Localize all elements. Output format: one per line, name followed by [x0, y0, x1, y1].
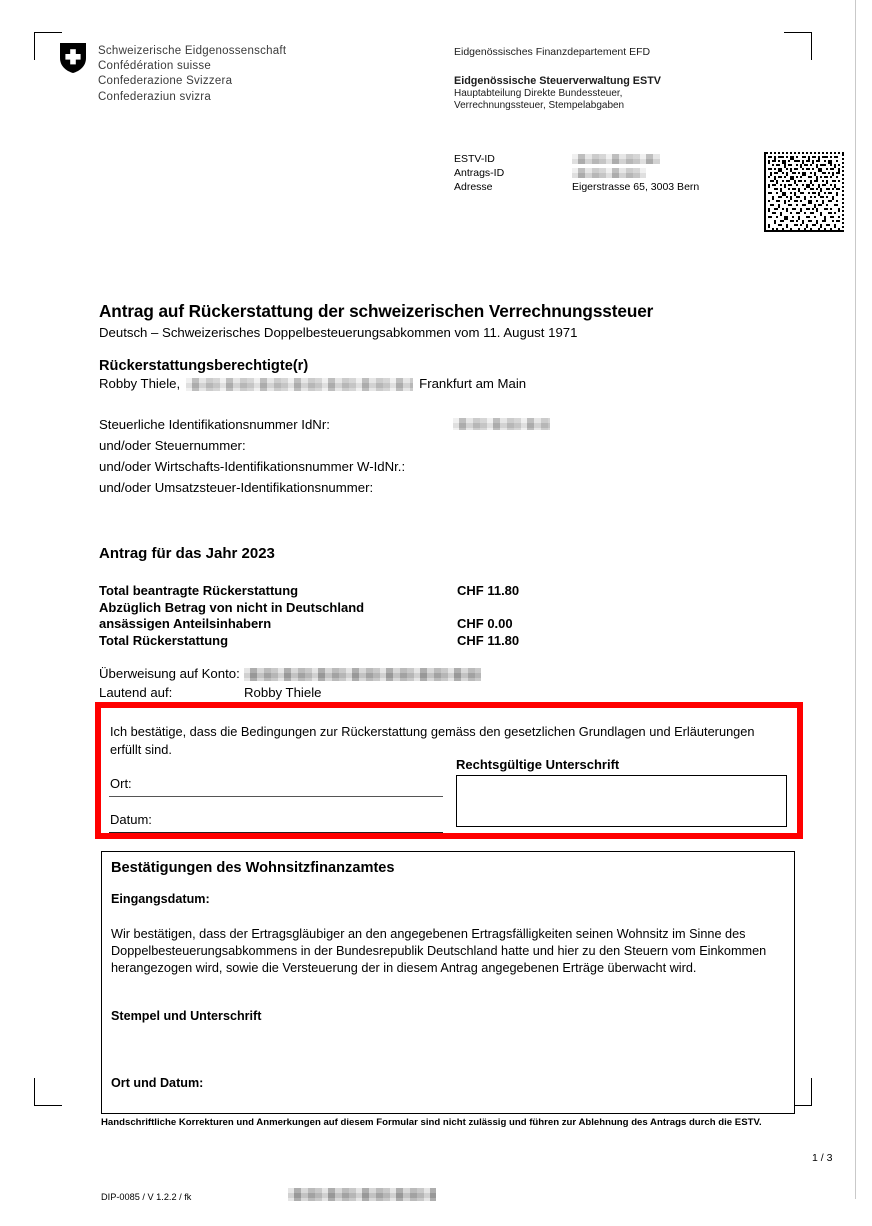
footer-redacted-block — [288, 1188, 436, 1201]
swiss-coat-of-arms-icon — [60, 43, 86, 73]
tax-office-confirmation-box — [101, 851, 795, 1114]
amount-row-deduction-line2 — [99, 616, 513, 633]
antrags-id-value-redacted — [572, 168, 646, 178]
form-version-id: DIP-0085 / V 1.2.2 / fk — [101, 1192, 192, 1202]
account-row-holder — [99, 683, 481, 702]
estv-id-value-redacted — [572, 154, 660, 164]
declaration-datum-input[interactable] — [109, 832, 443, 833]
account-holder-label: Lautend auf: — [99, 685, 173, 700]
document-subtitle: Deutsch – Schweizerisches Doppelbesteuerungsabkommen vom 11. August 1971 — [99, 325, 578, 340]
meta-row-antrags-id — [454, 166, 699, 180]
account-holder-value: Robby Thiele — [244, 685, 322, 700]
confirmation-body-text: Wir bestätigen, dass der Ertragsgläubiger an den angegebenen Ertragsfälligkeiten seinen Wohnsitz im Sinne des Doppelbesteuerungsabkommens in der Bundesrepublik Deutschland hatte und hier zu den Steuern vom Einkommen herangezogen wird, sowie die Versteuerung der in diesem Antrag angegebenen Erträge überwacht wird. — [111, 927, 767, 975]
office-name: Eidgenössische Steuerverwaltung ESTV — [454, 75, 662, 87]
confirmation-stempel-label: Stempel und Unterschrift — [111, 1009, 262, 1023]
amount-label-deduction-line1: Abzüglich Betrag von nicht in Deutschland — [99, 599, 365, 615]
tax-number-label-ustidnr: und/oder Umsatzsteuer-Identifikationsnummer: — [99, 480, 374, 495]
department-header — [454, 46, 661, 112]
amount-value-total-requested: CHF 11.80 — [457, 583, 520, 598]
account-row-transfer — [99, 664, 481, 683]
tax-number-row-widnr — [99, 456, 405, 477]
footer-warning-note: Handschriftliche Korrekturen und Anmerkungen auf diesem Formular sind nicht zulässig und führen zur Ablehnung des Antrags durch die ESTV. — [101, 1117, 762, 1128]
confederation-wordmark — [98, 44, 286, 105]
amount-label-deduction-line2: ansässigen Anteilsinhabern — [99, 616, 272, 632]
meta-row-estv-id — [454, 152, 699, 166]
confirmation-eingangsdatum-label: Eingangsdatum: — [111, 892, 210, 906]
confirmation-heading: Bestätigungen des Wohnsitzfinanzamtes — [111, 860, 395, 876]
declaration-datum-label: Datum: — [110, 812, 152, 827]
account-number-redacted — [244, 668, 481, 681]
tax-number-label-idnr: Steuerliche Identifikationsnummer IdNr: — [99, 417, 330, 432]
confirmation-ort-datum-label: Ort und Datum: — [111, 1076, 204, 1090]
account-block — [99, 664, 481, 702]
amount-value-total-refund: CHF 11.80 — [457, 632, 520, 648]
amount-row-total-requested — [99, 583, 520, 600]
amount-label-total-requested: Total beantragte Rückerstattung — [99, 583, 299, 598]
page-number: 1 / 3 — [812, 1152, 833, 1164]
claimant-line — [99, 375, 526, 392]
account-transfer-label: Überweisung auf Konto: — [99, 666, 240, 681]
amount-row-total-refund — [99, 632, 520, 650]
confed-line-fr: Confédération suisse — [98, 60, 212, 73]
tax-number-row-idnr — [99, 414, 405, 435]
claimant-city: Frankfurt am Main — [419, 376, 527, 391]
adresse-label: Adresse — [454, 181, 493, 193]
tax-number-label-widnr: und/oder Wirtschafts-Identifikationsnummer W-IdNr.: — [99, 459, 406, 474]
datamatrix-code — [764, 152, 844, 232]
claimant-address-redacted — [186, 378, 413, 391]
signature-field[interactable] — [456, 775, 787, 827]
meta-id-block — [454, 152, 699, 194]
confed-line-rm: Confederaziun svizra — [98, 90, 212, 103]
claimant-heading: Rückerstattungsberechtigte(r) — [99, 358, 309, 374]
claim-amounts-table — [99, 583, 520, 649]
declaration-highlight-box — [95, 702, 803, 839]
confed-line-de: Schweizerische Eidgenossenschaft — [98, 45, 287, 57]
department-name: Eidgenössisches Finanzdepartement EFD — [454, 46, 651, 58]
declaration-ort-input[interactable] — [109, 796, 443, 797]
declaration-ort-label: Ort: — [110, 776, 132, 791]
tax-number-row-steuernummer — [99, 435, 405, 456]
amount-row-deduction-line1 — [99, 600, 364, 617]
adresse-value: Eigerstrasse 65, 3003 Bern — [572, 181, 700, 193]
office-subline-1: Hauptabteilung Direkte Bundessteuer, — [454, 88, 623, 99]
declaration-text: Ich bestätige, dass die Bedingungen zur Rückerstattung gemäss den gesetzlichen Grundlagen und Erläuterungen erfüllt sind. — [110, 724, 755, 757]
office-subline-2: Verrechnungssteuer, Stempelabgaben — [454, 100, 625, 111]
amount-value-deduction-line2: CHF 0.00 — [457, 616, 513, 632]
tax-number-value-idnr-redacted — [453, 418, 550, 430]
tax-number-list — [99, 414, 405, 498]
claim-year-heading: Antrag für das Jahr 2023 — [99, 545, 275, 562]
estv-id-label: ESTV-ID — [454, 153, 495, 165]
amount-label-total-refund: Total Rückerstattung — [99, 632, 229, 648]
document-title: Antrag auf Rückerstattung der schweizerischen Verrechnungssteuer — [99, 301, 654, 321]
tax-number-label-steuernummer: und/oder Steuernummer: — [99, 438, 246, 453]
meta-row-adresse — [454, 180, 699, 194]
antrags-id-label: Antrags-ID — [454, 167, 505, 179]
confed-line-it: Confederazione Svizzera — [98, 75, 233, 88]
page-edge-rule — [855, 0, 856, 1199]
claimant-name: Robby Thiele, — [99, 376, 181, 391]
signature-label: Rechtsgültige Unterschrift — [456, 757, 620, 772]
tax-number-row-ustidnr — [99, 477, 405, 498]
